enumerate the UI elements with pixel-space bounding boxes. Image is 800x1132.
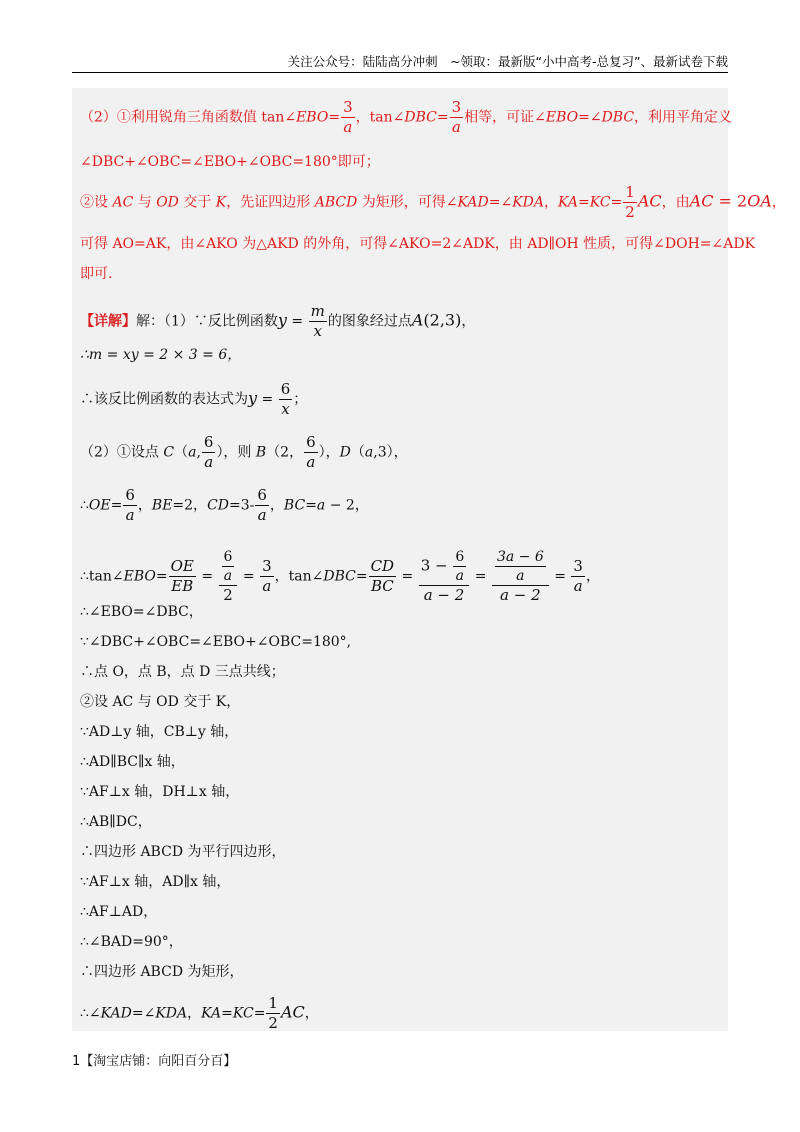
- solution-line-6: ∴tan∠EBO= $\frac{OE}{EB}$ = $\frac{\frac{6}{a}}{2}$ = $\frac{3}{a}$ ，tan∠DBC= $\frac{CD}{BC}$ = 3 − $\frac{6}{a}$ a − 2 = $\frac{\frac{3a - 6}{a}}{a - 2}$ = $\frac{3}{a}$ ，: [80, 549, 600, 604]
- fraction: $\frac{m}{x}$: [310, 302, 325, 340]
- fraction: $\frac{3}{a}$: [451, 98, 462, 136]
- page-header: [72, 54, 728, 73]
- compound-fraction: $\frac{\frac{6}{a}}{2}$: [219, 550, 238, 603]
- solution-line-12: ∴AD∥BC∥x 轴，: [80, 754, 185, 770]
- fraction: $\frac{3}{a}$: [262, 557, 272, 595]
- compound-fraction: $\frac{\frac{3a - 6}{a}}{a - 2}$: [492, 550, 549, 603]
- solution-line-8: ∵∠DBC+∠OBC=∠EBO+∠OBC=180°,: [80, 634, 352, 650]
- analysis-line-2: ∠DBC+∠OBC=∠EBO+∠OBC=180°即可；: [80, 154, 380, 170]
- analysis-line-5: 即可.: [80, 266, 113, 282]
- solution-line-10: ②设 AC 与 OD 交于 K，: [80, 694, 241, 710]
- analysis-line-4: 可得 AO=AK，由∠AKO 为△AKD 的外角，可得∠AKO=2∠ADK，由 AD∥OH 性质，可得∠DOH=∠ADK: [80, 236, 756, 252]
- fraction: $\frac{1}{2}$: [625, 183, 635, 221]
- footer-text: 1【淘宝店铺：向阳百分百】: [72, 1054, 237, 1069]
- fraction: $\frac{3}{a}$: [343, 98, 353, 136]
- compound-fraction: 3 − $\frac{6}{a}$ a − 2: [419, 550, 470, 603]
- solution-line-5: ∴OE= $\frac{6}{a}$ ，BE=2，CD=3- $\frac{6}{a}$ ，BC=a − 2，: [80, 486, 369, 524]
- solution-line-2: ∴m = xy = 2 × 3 = 6，: [80, 347, 242, 363]
- fraction: $\frac{1}{2}$: [268, 994, 278, 1032]
- solution-line-7: ∴∠EBO=∠DBC，: [80, 604, 203, 620]
- solution-line-20: ∴∠KAD=∠KDA，KA=KC= $\frac{1}{2}$ AC，: [80, 994, 319, 1032]
- fraction: $\frac{OE}{EB}$: [170, 557, 194, 595]
- solution-line-15: ∴四边形 ABCD 为平行四边形，: [80, 844, 286, 860]
- solution-line-16: ∵AF⊥x 轴，AD∥x 轴，: [80, 874, 231, 890]
- fraction: $\frac{3}{a}$: [573, 557, 583, 595]
- analysis-line-3: ②设 AC 与 OD 交于 K，先证四边形 ABCD 为矩形，可得∠KAD=∠KDA，KA=KC= $\frac{1}{2}$ AC，由AC = 2OA，: [80, 183, 786, 221]
- header-text: 关注公众号：陆陆高分冲刺 ~领取：最新版“小中高考-总复习”、最新试卷下载: [287, 54, 728, 69]
- fraction: $\frac{6}{a}$: [203, 433, 214, 471]
- fraction: $\frac{6}{a}$: [125, 486, 135, 524]
- solution-line-4: （2）①设点 C（a, $\frac{6}{a}$ ），则 B（2， $\frac{6}{a}$ ），D（a,3），: [80, 433, 408, 471]
- solution-line-3: ∴该反比例函数的表达式为y = $\frac{6}{x}$ ；: [80, 380, 308, 418]
- fraction: $\frac{6}{a}$: [257, 486, 267, 524]
- analysis-line-1: （2）①利用锐角三角函数值 tan∠EBO= $\frac{3}{a}$ ，tan∠DBC= $\frac{3}{a}$ 相等，可证∠EBO=∠DBC，利用平角定义: [80, 98, 733, 136]
- page-footer: [72, 1050, 236, 1069]
- solution-line-18: ∴∠BAD=90°，: [80, 934, 183, 950]
- fraction: $\frac{CD}{BC}$: [370, 557, 395, 595]
- fraction: $\frac{6}{a}$: [306, 433, 316, 471]
- solution-line-13: ∵AF⊥x 轴，DH⊥x 轴，: [80, 784, 240, 800]
- solution-line-9: ∴点 O，点 B，点 D 三点共线；: [80, 664, 285, 680]
- fraction: $\frac{6}{x}$: [280, 380, 291, 418]
- solution-line-14: ∴AB∥DC，: [80, 814, 152, 830]
- solution-line-1: 【详解】解：（1）∵反比例函数y = $\frac{m}{x}$ 的图象经过点A(2,3)，: [80, 302, 476, 340]
- solution-line-19: ∴四边形 ABCD 为矩形，: [80, 964, 244, 980]
- detail-tag: 【详解】: [80, 313, 136, 330]
- solution-line-11: ∵AD⊥y 轴，CB⊥y 轴，: [80, 724, 239, 740]
- solution-line-17: ∴AF⊥AD，: [80, 904, 158, 920]
